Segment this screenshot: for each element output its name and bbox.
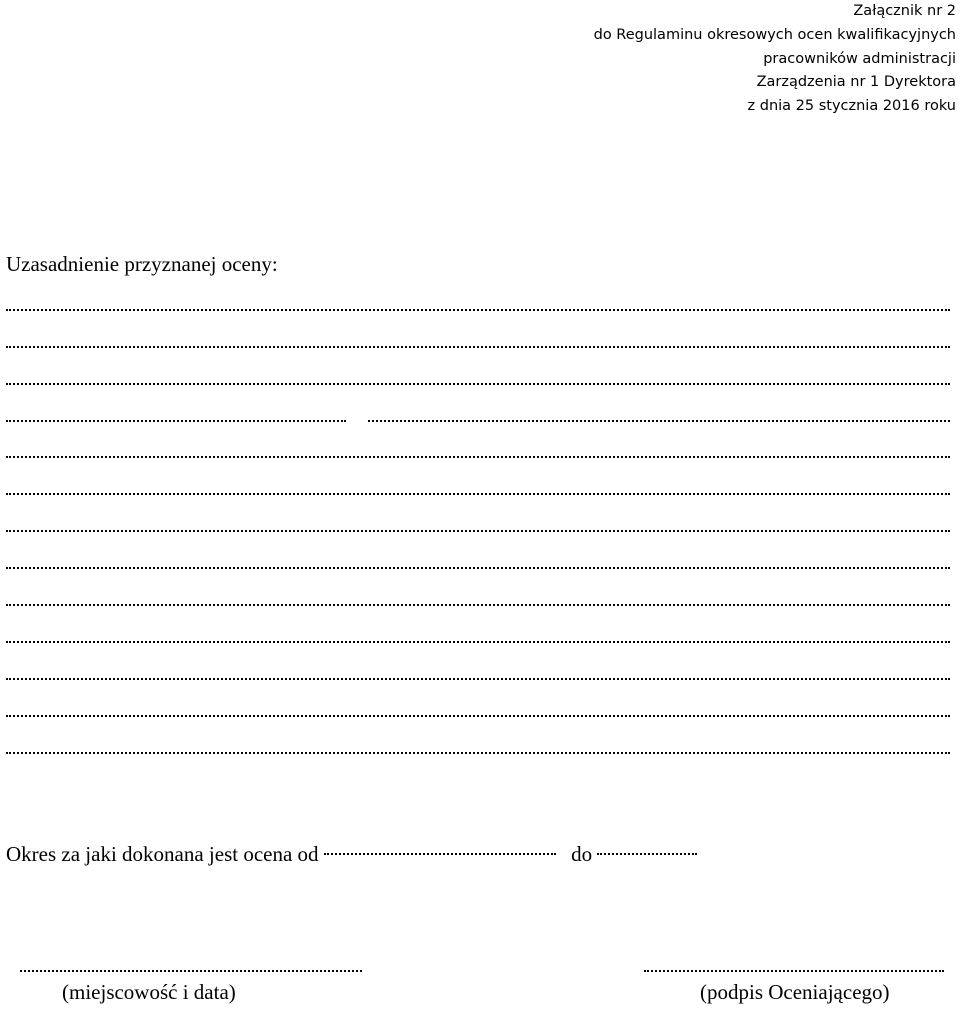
regulation-reference: do Regulaminu okresowych ocen kwalifikacyjnych [593,26,956,43]
place-date-label: (miejscowość i data) [62,980,236,1004]
fill-line[interactable] [6,694,950,731]
fill-line[interactable] [6,399,950,436]
fill-line[interactable] [6,509,950,546]
attachment-number: Załącznik nr 2 [853,3,956,19]
fill-line[interactable] [6,620,950,657]
fill-line[interactable] [6,288,950,325]
fill-line[interactable] [6,546,950,583]
fill-line[interactable] [6,436,950,473]
evaluator-signature-label: (podpis Oceniającego) [700,980,890,1004]
document-header [594,0,956,119]
fill-line[interactable] [6,362,950,399]
ordinance-date: z dnia 25 stycznia 2016 roku [747,98,956,115]
evaluation-period-row [6,840,697,868]
evaluator-signature-field[interactable] [644,960,944,972]
period-prefix-label: Okres za jaki dokonana jest ocena od [6,842,319,866]
place-date-field[interactable] [20,960,362,972]
ordinance-reference: Zarządzenia nr 1 Dyrektora [756,74,956,91]
fill-line[interactable] [6,472,950,509]
period-from-field[interactable] [324,853,556,855]
period-to-field[interactable] [597,853,697,855]
fill-line[interactable] [6,325,950,362]
fill-line[interactable] [6,583,950,620]
staff-group: pracowników administracji [763,50,956,67]
period-to-label: do [571,842,593,866]
fill-line[interactable] [6,657,950,694]
place-date-signature [20,960,330,1006]
fill-line[interactable] [6,731,950,768]
justification-fill-area[interactable] [6,288,956,768]
evaluator-signature [640,960,950,1006]
justification-title: Uzasadnienie przyznanej oceny: [6,252,278,276]
